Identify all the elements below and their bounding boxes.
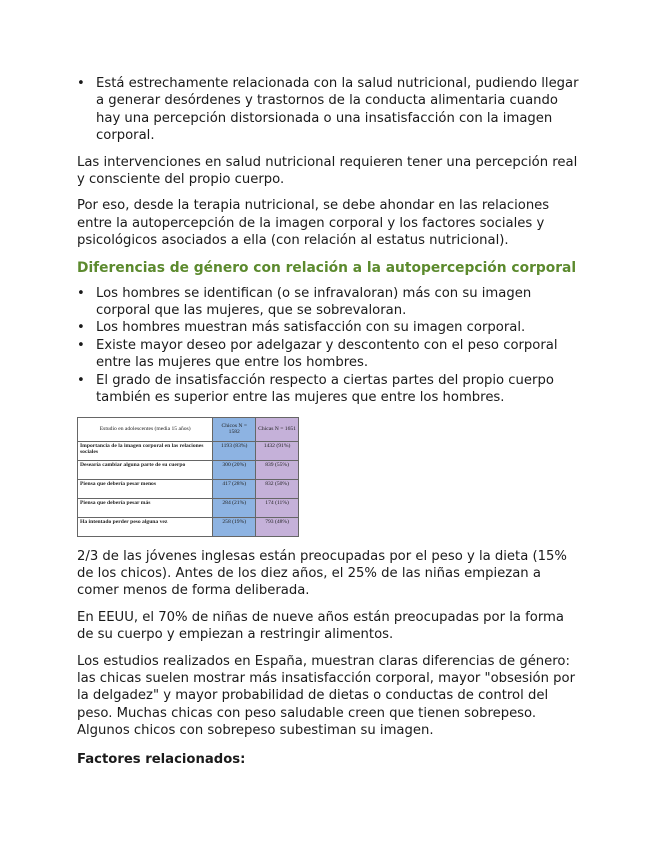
table-cell-boys: 300 (20%) — [213, 460, 256, 479]
paragraph: Por eso, desde la terapia nutricional, se debe ahondar en las relaciones entre la autopercepción de la imagen corporal y los factores sociales y psicológicos asociados a ella (con relación al estatus nutricional). — [77, 198, 550, 249]
table-row — [78, 498, 299, 517]
table-cell-label: Importancia de la imagen corporal en las relaciones sociales — [78, 441, 213, 460]
table-row — [78, 460, 299, 479]
study-table-figure — [77, 417, 582, 537]
table-header-boys: Chicos N = 1582 — [213, 417, 256, 441]
table-cell-label: Piensa que debería pesar menos — [78, 479, 213, 498]
table-cell-label: Desearía cambiar alguna parte de su cuerpo — [78, 460, 213, 479]
table-cell-boys: 258 (19%) — [213, 517, 256, 536]
table-cell-boys: 1193 (83%) — [213, 441, 256, 460]
table-cell-label: Ha intentado perder peso alguna vez — [78, 517, 213, 536]
table-cell-girls: 832 (50%) — [256, 479, 299, 498]
table-header-label: Estudio en adolescentes (media 15 años) — [78, 417, 213, 441]
table-cell-boys: 417 (28%) — [213, 479, 256, 498]
list-item: • El grado de insatisfacción respecto a ciertas partes del propio cuerpo también es superior entre las mujeres que entre los hombres. — [77, 372, 582, 407]
list-item: • Los hombres muestran más satisfacción con su imagen corporal. — [77, 319, 582, 336]
subheading: Factores relacionados: — [77, 751, 246, 767]
list-item: • Existe mayor deseo por adelgazar y descontento con el peso corporal entre las mujeres que entre los hombres. — [77, 337, 582, 372]
table-cell-girls: 1432 (91%) — [256, 441, 299, 460]
table-header-row — [78, 417, 299, 441]
table-cell-label: Piensa que debería pesar más — [78, 498, 213, 517]
paragraph: 2/3 de las jóvenes inglesas están preocupadas por el peso y la dieta (15% de los chicos). Antes de los diez años, el 25% de las niñas empiezan a comer menos de forma deliberada. — [77, 548, 567, 599]
intro-bullet-list — [77, 75, 582, 145]
list-item: • Está estrechamente relacionada con la salud nutricional, pudiendo llegar a generar desórdenes y trastornos de la conducta alimentaria cuando hay una percepción distorsionada o una insatisfacción con la imagen corporal. — [77, 75, 582, 145]
list-item: • Los hombres se identifican (o se infravaloran) más con su imagen corporal que las mujeres, que se sobrevaloran. — [77, 285, 582, 320]
section-heading: Diferencias de género con relación a la autopercepción corporal — [77, 259, 577, 276]
paragraph: En EEUU, el 70% de niñas de nueve años están preocupadas por la forma de su cuerpo y empiezan a restringir alimentos. — [77, 609, 564, 643]
table-header-girls: Chicas N = 1651 — [256, 417, 299, 441]
document-content — [77, 75, 582, 768]
paragraph: Los estudios realizados en España, muestran claras diferencias de género: las chicas suelen mostrar más insatisfacción corporal, mayor "obsesión por la delgadez" y mayor probabilidad de dietas o conductas de control del peso. Muchas chicas con peso saludable creen que tienen sobrepeso. Algunos chicos con sobrepeso subestiman su imagen. — [77, 653, 576, 739]
table-cell-girls: 174 (11%) — [256, 498, 299, 517]
table-row — [78, 479, 299, 498]
study-table — [77, 417, 299, 537]
table-cell-boys: 284 (21%) — [213, 498, 256, 517]
table-row — [78, 441, 299, 460]
table-row — [78, 517, 299, 536]
paragraph: Las intervenciones en salud nutricional requieren tener una percepción real y consciente del propio cuerpo. — [77, 154, 578, 188]
gender-bullet-list — [77, 285, 582, 407]
table-cell-girls: 839 (55%) — [256, 460, 299, 479]
table-cell-girls: 793 (48%) — [256, 517, 299, 536]
